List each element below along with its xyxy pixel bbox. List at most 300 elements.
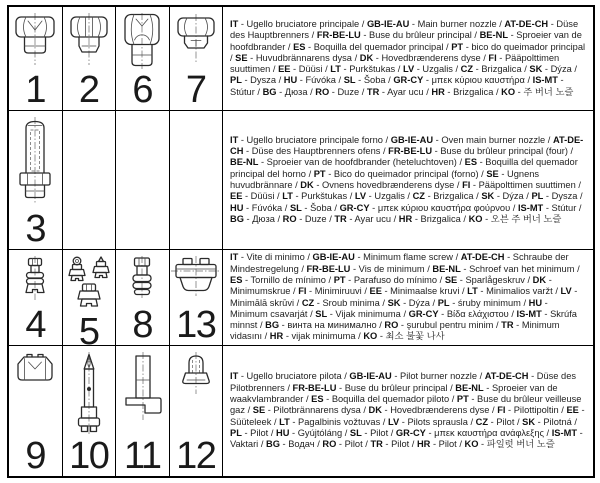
segment-separator: / (493, 320, 502, 331)
segment-separator: / (523, 191, 532, 202)
language-text: μπεκ καυστήρα ανάφλεξης (434, 427, 544, 438)
language-code: LV (560, 286, 572, 297)
code-text-separator: - (494, 191, 503, 202)
code-text-separator: - (243, 146, 252, 157)
language-code: LT (279, 416, 290, 427)
part-number: 3 (25, 207, 46, 249)
segment-separator: / (508, 308, 517, 319)
code-text-separator: - (241, 75, 251, 86)
code-text-separator: - (283, 331, 292, 342)
language-text: Uzgalis (374, 191, 405, 202)
segment-separator: / (376, 320, 385, 331)
code-text-separator: - (314, 297, 323, 308)
part-cell (9, 111, 63, 249)
language-text: Minimum csavarját (230, 308, 308, 319)
language-code: FI (497, 405, 506, 416)
code-text-separator: - (242, 274, 251, 285)
language-text: bico do queimador principal (471, 41, 586, 52)
code-text-separator: - (412, 213, 421, 224)
code-text-separator: - (399, 416, 408, 427)
code-text-separator: - (513, 320, 522, 331)
language-text: Pilotbrännarens dysa (273, 405, 361, 416)
language-code: IS-MT (551, 427, 578, 438)
code-text-separator: - (289, 416, 299, 427)
language-text: Pilot (391, 439, 410, 450)
language-code: IS-MT (532, 75, 558, 86)
code-text-separator: - (468, 394, 478, 404)
language-code: GB-IE-AU (390, 134, 434, 145)
language-text: Šoba (310, 202, 332, 213)
language-code: KO (468, 213, 483, 224)
segment-separator: / (443, 41, 452, 52)
language-code: SL (349, 427, 362, 438)
language-code: SK (481, 191, 495, 202)
segment-separator: / (478, 168, 487, 179)
part-cell (9, 250, 63, 345)
code-text-separator: - (340, 64, 350, 75)
segment-separator: / (449, 394, 457, 404)
segment-separator: / (460, 213, 469, 224)
language-text: Dysza (551, 191, 578, 202)
language-code: TR (366, 86, 380, 97)
code-text-separator: - (265, 405, 274, 416)
code-text-separator: - (381, 286, 391, 297)
language-text: Fúvóka (251, 202, 283, 213)
segment-separator: / (521, 64, 530, 75)
language-text: Süüteleek (230, 416, 272, 427)
language-text: Boquilla del quemador principal (313, 41, 444, 52)
language-code: RO (315, 86, 330, 97)
segment-separator: / (380, 146, 389, 157)
language-text: Sproeier van de hoofdbrander (230, 30, 582, 52)
language-text: 주 버너 노즐 (523, 86, 574, 97)
code-text-separator: - (346, 213, 355, 224)
language-text: Brizgalica (420, 213, 461, 224)
code-text-separator: - (336, 382, 345, 393)
language-text: Uzgalis (422, 64, 453, 75)
code-text-separator: - (414, 64, 423, 75)
code-text-separator: - (366, 191, 375, 202)
code-text-separator: - (276, 86, 285, 97)
segment-separator: / (400, 308, 409, 319)
language-code: KO (501, 86, 516, 97)
part-number: 1 (25, 68, 46, 110)
language-code: DK (359, 52, 374, 63)
language-code: EE (566, 405, 579, 416)
language-text: Ugnens huvudbrännare (230, 168, 540, 190)
segment-separator: / (245, 405, 253, 416)
language-code: CZ (412, 191, 425, 202)
language-text: Schroef van het minimum (469, 263, 575, 274)
segment-separator: / (552, 286, 561, 297)
segment-separator: / (456, 439, 465, 450)
code-text-separator: - (361, 427, 371, 438)
code-text-separator: - (425, 427, 435, 438)
language-code: IT (230, 371, 239, 382)
language-code: BE-NL (230, 157, 259, 168)
language-text: Vis de minimum (358, 263, 425, 274)
segment-separator: / (489, 405, 498, 416)
language-text: Pilotná (543, 416, 572, 427)
code-text-separator: - (543, 202, 552, 213)
code-text-separator: - (297, 75, 306, 86)
language-text: Ugello bruciatore principale (246, 18, 360, 29)
hex-nozzle-tall-drawing (118, 13, 166, 69)
part-cell (116, 346, 170, 476)
segment-separator: / (510, 202, 518, 213)
segment-separator: / (359, 18, 367, 29)
segment-separator: / (271, 416, 280, 427)
segment-separator: / (577, 191, 583, 202)
segment-separator: / (341, 371, 350, 382)
segment-separator: / (473, 191, 482, 202)
code-text-separator: - (477, 157, 486, 168)
language-code: FR-BE-LU (316, 30, 361, 41)
language-text: Minimum vidasını (230, 320, 560, 342)
language-text: μπεκ κύριου καυστήρα φούρνου (377, 202, 511, 213)
code-text-separator: - (571, 286, 578, 297)
code-text-separator: - (400, 297, 409, 308)
segment-separator: / (359, 86, 367, 97)
segment-separator: / (567, 146, 574, 157)
code-text-separator: - (457, 274, 466, 285)
oven-nozzle-drawing (13, 117, 57, 203)
hex-nozzle-drawing (11, 13, 59, 65)
code-text-separator: - (425, 191, 434, 202)
segment-separator: / (459, 286, 468, 297)
part-number: 6 (132, 68, 153, 110)
code-text-separator: - (242, 191, 251, 202)
language-text: 오븐 주 버너 노즐 (490, 213, 562, 224)
language-code: TR (334, 213, 347, 224)
segment-separator: / (331, 202, 340, 213)
table-row (9, 250, 593, 346)
language-text: Sroub minima (322, 297, 380, 308)
code-text-separator: - (508, 30, 517, 41)
language-text: Dýza (502, 191, 524, 202)
code-text-separator: - (360, 30, 369, 41)
language-text: 최소 불꽃 나사 (385, 331, 445, 342)
language-code: PL (230, 75, 242, 86)
language-code: KO (464, 439, 479, 450)
part-number: 10 (69, 434, 109, 476)
segment-separator: / (543, 427, 552, 438)
language-code: PT (451, 41, 464, 52)
code-text-separator: - (433, 134, 442, 145)
language-code: PL (230, 427, 242, 438)
segment-separator: / (325, 274, 334, 285)
language-code: BE-NL (432, 263, 461, 274)
language-code: HR (269, 331, 284, 342)
code-text-separator: - (432, 146, 441, 157)
language-code: IT (230, 18, 239, 29)
language-code: BG (266, 439, 280, 450)
table-row (9, 7, 593, 111)
language-text: śruby minimum (457, 297, 521, 308)
language-code: ES (464, 157, 478, 168)
segment-separator: / (558, 405, 567, 416)
hex-nozzle-b-drawing (65, 13, 113, 65)
language-code: GB-IE-AU (312, 252, 355, 263)
language-code: LV (387, 416, 400, 427)
code-text-separator: - (430, 439, 439, 450)
language-text: Водач (288, 439, 315, 450)
segment-separator: / (262, 331, 270, 342)
language-text: Fúvóka (305, 75, 336, 86)
code-text-separator: - (541, 308, 551, 319)
table-row (9, 346, 593, 476)
pilot-foot-drawing (117, 352, 167, 424)
code-text-separator: - (350, 263, 359, 274)
language-text: Buse du brûleur veilleuse gaz (230, 394, 582, 416)
code-text-separator: - (498, 168, 508, 179)
language-text: Pilots sprausla (407, 416, 468, 427)
segment-separator: / (335, 75, 344, 86)
language-text: Brizgalica (481, 64, 522, 75)
language-code: BE-NL (479, 30, 508, 41)
part-description (230, 19, 586, 98)
segment-separator: / (309, 30, 317, 41)
language-text: Pääpolttimen suuttimen (478, 180, 576, 190)
language-text: Brizgalica (433, 191, 474, 202)
language-code: GR-CY (408, 308, 439, 319)
code-text-separator: - (325, 168, 334, 179)
language-text: Minimumskrue (230, 286, 291, 297)
pilot-cap-drawing (10, 352, 60, 388)
part-cell (170, 250, 224, 345)
language-code: FI (298, 286, 307, 297)
part-number: 12 (176, 434, 216, 476)
min-screw-b-drawing (120, 256, 164, 300)
language-code: SE (235, 52, 248, 63)
segment-separator: / (303, 394, 312, 404)
segment-separator: / (576, 202, 582, 213)
segment-separator: / (268, 427, 276, 438)
language-text: Düse des Hauptbrenners (230, 18, 579, 41)
language-code: HU (528, 297, 543, 308)
segment-separator: / (391, 213, 399, 224)
language-code: BG (262, 86, 277, 97)
language-code: LT (467, 286, 478, 297)
language-code: PT (313, 168, 326, 179)
code-text-separator: - (391, 371, 400, 382)
code-text-separator: - (290, 64, 299, 75)
part-cell (116, 7, 170, 110)
code-text-separator: - (463, 41, 472, 52)
code-text-separator: - (377, 331, 386, 342)
min-screw-group-drawing (64, 256, 114, 314)
language-code: RO (322, 439, 337, 450)
code-text-separator: - (578, 405, 585, 416)
language-text: Дюза (284, 86, 308, 97)
segment-separator: / (453, 252, 461, 263)
language-code: IT (230, 252, 239, 263)
pilot-needle-drawing (67, 352, 111, 436)
code-text-separator: - (279, 439, 289, 450)
language-text: Parafuso do mínimo (353, 274, 438, 285)
segment-separator: / (322, 64, 331, 75)
segment-separator: / (493, 86, 502, 97)
code-text-separator: - (488, 416, 497, 427)
description-cell (223, 111, 593, 249)
language-text: Huvudbrännarens dysa (255, 52, 352, 63)
language-text: Skrúfa minnst (230, 308, 577, 331)
segment-separator: / (395, 64, 403, 75)
code-text-separator: - (496, 52, 505, 63)
language-code: FI (488, 52, 497, 63)
language-text: μπεκ κύριου καυστήρα (431, 75, 525, 86)
language-text: vijak minimuma (291, 331, 356, 342)
segment-separator: / (571, 416, 577, 427)
language-code: EE (278, 64, 291, 75)
language-text: Duze (304, 213, 327, 224)
code-text-separator: - (279, 320, 288, 331)
language-code: CZ (460, 64, 474, 75)
segment-separator: / (409, 439, 417, 450)
segment-separator: / (254, 86, 263, 97)
segment-separator: / (230, 52, 236, 63)
language-text: Βίδα ελάχιστου (446, 308, 509, 319)
code-text-separator: - (327, 308, 336, 319)
language-code: GB-IE-AU (366, 18, 410, 29)
code-text-separator: - (241, 427, 251, 438)
code-text-separator: - (483, 382, 492, 393)
language-code: SL (289, 202, 302, 213)
code-text-separator: - (329, 86, 338, 97)
code-text-separator: - (289, 427, 298, 438)
code-text-separator: - (473, 64, 482, 75)
code-text-separator: - (305, 41, 314, 52)
part-cell (9, 346, 63, 476)
segment-separator: / (456, 157, 465, 168)
language-text: Düse des Pilotbrenners (230, 371, 577, 393)
segment-separator: / (314, 439, 323, 450)
segment-separator: / (520, 297, 529, 308)
code-text-separator: - (535, 416, 544, 427)
code-text-separator: - (477, 286, 487, 297)
min-screw-a-drawing (13, 256, 57, 304)
language-code: FR-BE-LU (388, 146, 433, 157)
language-code: TR (370, 439, 383, 450)
language-code: EE (369, 286, 382, 297)
language-code: AT-DE-CH (504, 18, 549, 29)
code-text-separator: - (238, 134, 247, 145)
description-cell (223, 7, 593, 110)
code-text-separator: - (504, 252, 513, 263)
language-code: HR (416, 439, 431, 450)
segment-separator: / (294, 297, 302, 308)
segment-separator: / (326, 213, 335, 224)
part-number: 13 (176, 303, 216, 345)
language-text: Minimalios varžt (486, 286, 553, 297)
code-text-separator: - (238, 18, 247, 29)
parts-table (7, 5, 595, 478)
language-code: DK (532, 274, 547, 285)
language-code: ES (293, 41, 306, 52)
code-text-separator: - (379, 86, 388, 97)
segment-separator: / (361, 286, 370, 297)
code-text-separator: - (373, 52, 382, 63)
description-cell (223, 250, 593, 345)
language-text: Vijak minimuma (335, 308, 401, 319)
code-text-separator: - (546, 274, 552, 285)
empty-part-cell (170, 111, 224, 249)
code-text-separator: - (313, 180, 322, 190)
segment-separator: / (347, 191, 355, 202)
language-code: GR-CY (395, 427, 426, 438)
min-screw-wide-drawing (170, 256, 222, 298)
code-text-separator: - (409, 18, 418, 29)
code-text-separator: - (336, 439, 345, 450)
code-text-separator: - (345, 274, 354, 285)
language-text: Ayar ucu (354, 213, 392, 224)
code-text-separator: - (543, 191, 552, 202)
language-text: Pilot (344, 439, 363, 450)
segment-separator: / (307, 86, 316, 97)
language-text: Дюза (252, 213, 275, 224)
code-text-separator: - (542, 64, 551, 75)
language-text: Minimum flame screw (363, 252, 454, 263)
code-text-separator: - (542, 297, 548, 308)
segment-separator: / (454, 180, 463, 190)
code-text-separator: - (238, 252, 247, 263)
language-text: Main burner nozzle (417, 18, 497, 29)
language-code: PL (531, 191, 544, 202)
part-cell (63, 7, 117, 110)
segment-separator: / (404, 191, 413, 202)
language-text: Ugello bruciatore pilota (246, 371, 342, 382)
language-text: Minimaalse kruvi (390, 286, 460, 297)
part-cell (170, 346, 224, 476)
language-text: Düüsi (298, 64, 323, 75)
language-text: Buse du brûleur principal (344, 382, 448, 393)
language-text: Oven main burner nozzle (441, 134, 546, 145)
language-code: SK (387, 297, 401, 308)
language-text: Hovedbrænderens dyse (381, 52, 481, 63)
language-code: AT-DE-CH (484, 371, 529, 382)
part-number: 7 (185, 68, 206, 110)
language-code: FI (462, 180, 471, 190)
language-text: Sproeier van de waakvlambrander (230, 382, 558, 404)
language-code: GR-CY (339, 202, 370, 213)
language-code: LV (354, 191, 367, 202)
part-cell (9, 7, 63, 110)
language-text: Purkštukas (301, 191, 348, 202)
language-text: Vite di minimo (246, 252, 305, 263)
language-code: RO (384, 320, 399, 331)
code-text-separator: - (323, 394, 332, 404)
language-text: Buse du brûleur principal (four) (440, 146, 568, 157)
code-text-separator: - (505, 405, 514, 416)
language-text: Schraube der Mindestregelung (230, 252, 569, 274)
code-text-separator: - (460, 263, 470, 274)
code-text-separator: - (557, 75, 564, 86)
language-text: Šoba (363, 75, 386, 86)
language-text: Bico do queimador principal (forno) (333, 168, 479, 179)
part-description (230, 252, 586, 343)
language-code: SL (315, 308, 328, 319)
segment-separator: / (524, 75, 533, 86)
segment-separator: / (360, 405, 369, 416)
part-cell (63, 346, 117, 476)
language-text: Sproeier van de hoofdbrander (heteluchtoven) (266, 157, 457, 168)
language-code: SL (343, 75, 356, 86)
language-code: DK (368, 405, 382, 416)
language-text: Dýza (408, 297, 430, 308)
code-text-separator: - (515, 86, 524, 97)
description-cell (223, 346, 593, 476)
language-text: Dýza (550, 64, 572, 75)
